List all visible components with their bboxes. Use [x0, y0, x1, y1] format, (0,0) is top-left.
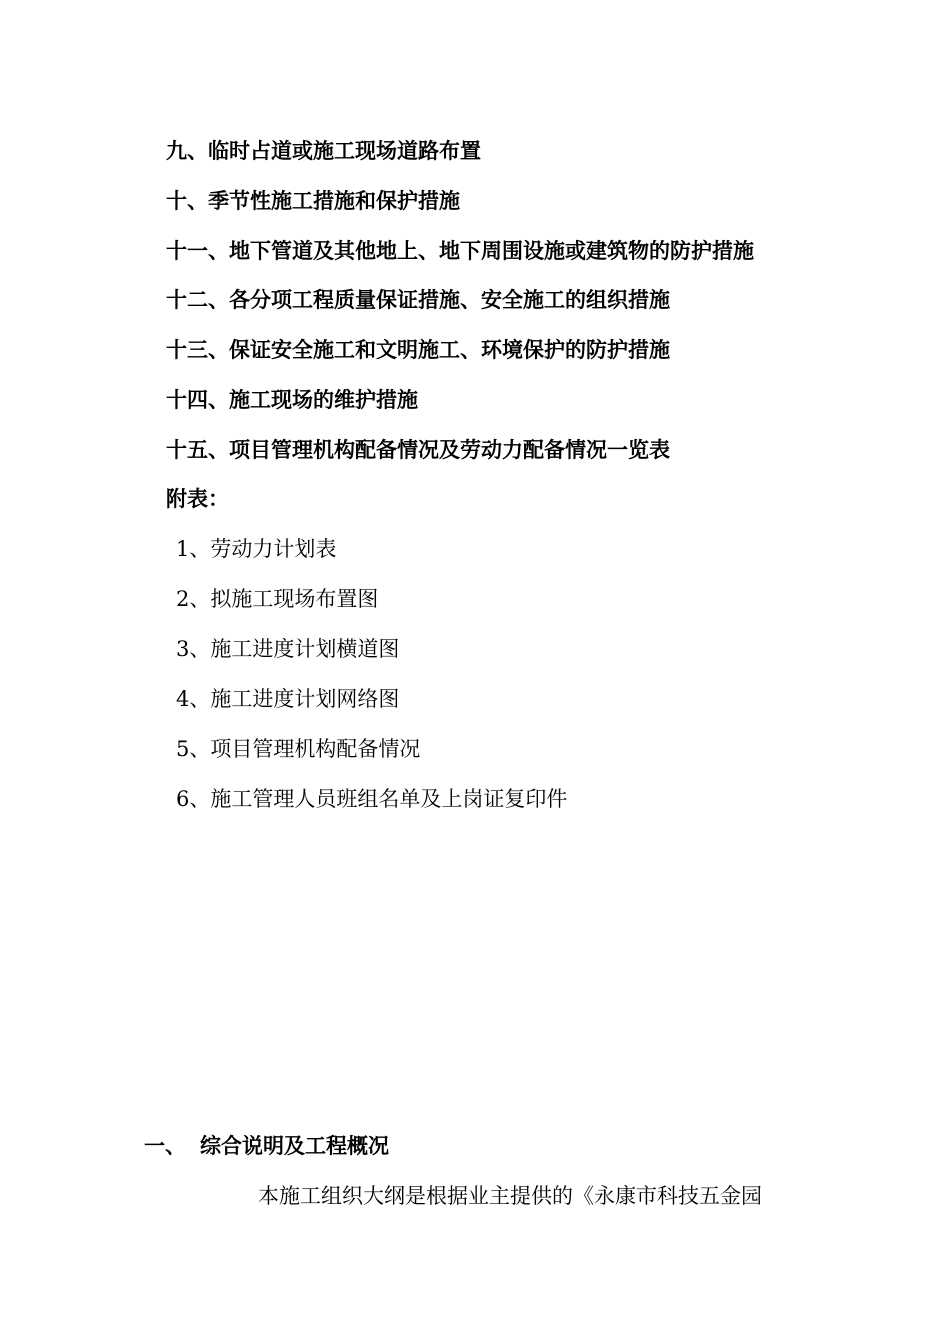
toc-item-13: 十三、保证安全施工和文明施工、环境保护的防护措施	[166, 337, 670, 362]
section-number: 一、	[144, 1133, 186, 1158]
appendix-item-4: 4、施工进度计划网络图	[176, 687, 400, 711]
appendix-item-5: 5、项目管理机构配备情况	[176, 737, 421, 761]
toc-item-14: 十四、施工现场的维护措施	[166, 387, 418, 412]
appendix-title: 附表：	[166, 486, 229, 511]
toc-item-10: 十、季节性施工措施和保护措施	[166, 188, 460, 213]
appendix-item-2: 2、拟施工现场布置图	[176, 587, 379, 611]
section-heading	[144, 1131, 389, 1161]
toc-item-15: 十五、项目管理机构配备情况及劳动力配备情况一览表	[166, 437, 670, 462]
toc-item-12: 十二、各分项工程质量保证措施、安全施工的组织措施	[166, 287, 670, 312]
toc-item-9: 九、临时占道或施工现场道路布置	[166, 138, 481, 163]
appendix-item-3: 3、施工进度计划横道图	[176, 637, 400, 661]
appendix-item-6: 6、施工管理人员班组名单及上岗证复印件	[176, 787, 568, 811]
body-paragraph: 本施工组织大纲是根据业主提供的《永康市科技五金园	[258, 1184, 762, 1208]
toc-item-11: 十一、地下管道及其他地上、地下周围设施或建筑物的防护措施	[166, 238, 754, 263]
appendix-item-1: 1、劳动力计划表	[176, 537, 337, 561]
section-title: 综合说明及工程概况	[200, 1133, 389, 1158]
